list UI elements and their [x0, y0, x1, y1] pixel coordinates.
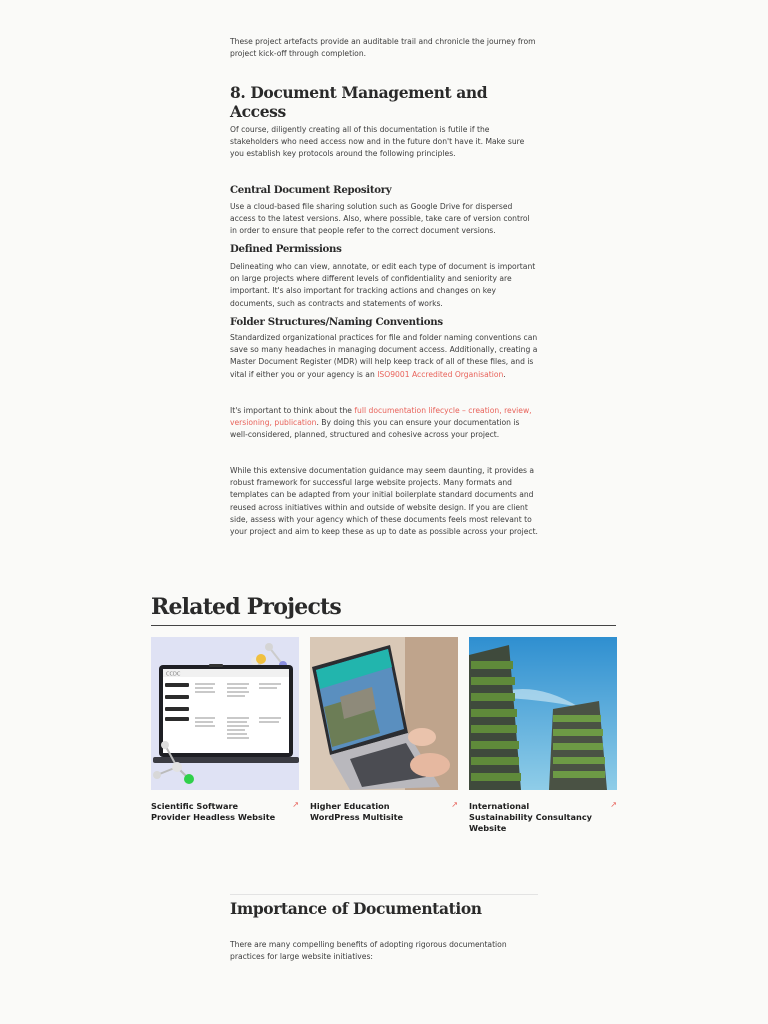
svg-text:CCDC: CCDC	[166, 671, 181, 678]
laptop-molecules-image[interactable]	[151, 637, 299, 790]
vertical-forest-image[interactable]	[469, 637, 617, 790]
project-title[interactable]: Higher Education WordPress Multisite	[310, 801, 404, 822]
folders-body: Standardized organizational practices for file and folder naming conventions can save so many headaches in managing document access. Additionally, creating a Master Document Register (MDR) will help keep track of all of these files, and is vital if either you or your agency is an ISO9001 Accredited Organisation.	[230, 333, 538, 379]
arrow-up-right-icon[interactable]: ↗	[451, 800, 458, 809]
arrow-up-right-icon[interactable]: ↗	[292, 800, 299, 809]
conclusion-paragraph: While this extensive documentation guidance may seem daunting, it provides a robust framework for successful large website projects. Many formats and templates can be adapted from your initial boilerplate standard documents and reused across initiatives within and outside of website design. If you are client side, assess with your agency which of these documents feels most relevant to your project and aim to keep these as up to date as possible across your project.	[230, 466, 538, 537]
folders-heading: Folder Structures/Naming Conventions	[230, 316, 443, 328]
permissions-body: Delineating who can view, annotate, or edit each type of document is important on large projects where different levels of confidentiality and seniority are important. It's also important for tracking actions and changes on key documents, such as contracts and statements of works.	[230, 262, 536, 308]
iso9001-link[interactable]: ISO9001 Accredited Organisation	[377, 369, 504, 379]
laptop-photo	[310, 637, 458, 790]
related-projects-heading: Related Projects	[151, 594, 342, 620]
permissions-heading: Defined Permissions	[230, 243, 342, 255]
lifecycle-link[interactable]: full documentation lifecycle – creation, review, versioning, publication	[230, 406, 532, 428]
repository-body: Use a cloud-based file sharing solution such as Google Drive for dispersed access to the latest versions. Also, where possible, take care of version control in order to ensure that people refer to the correct document versions.	[230, 202, 530, 236]
section-heading: 8. Document Management and Access	[230, 83, 488, 121]
project-card-higher-education[interactable]	[310, 637, 458, 823]
laptop-campus-image[interactable]	[310, 637, 458, 790]
importance-heading: Importance of Documentation	[230, 899, 482, 918]
project-title[interactable]: Scientific Software Provider Headless Website	[151, 801, 276, 822]
laptop-illustration	[151, 637, 299, 790]
section-divider	[230, 894, 538, 895]
section-intro: Of course, diligently creating all of this documentation is futile if the stakeholders who need access now and in the future don't have it. Make sure you establish key protocols around the following principles.	[230, 125, 525, 159]
related-divider	[151, 625, 616, 626]
project-card-sustainability[interactable]	[469, 637, 617, 834]
lifecycle-paragraph: It's important to think about the full documentation lifecycle – creation, review, versioning, publication. By doing this you can ensure your documentation is well-considered, planned, structured and cohesive across your project.	[230, 406, 532, 440]
importance-intro: There are many compelling benefits of adopting rigorous documentation practices for large website initiatives:	[230, 940, 507, 962]
towers-photo	[469, 637, 617, 790]
project-card-scientific[interactable]	[151, 637, 299, 823]
repository-heading: Central Document Repository	[230, 184, 392, 196]
project-title[interactable]: International Sustainability Consultancy Website	[469, 801, 593, 833]
intro-paragraph: These project artefacts provide an auditable trail and chronicle the journey from project kick-off through completion.	[230, 37, 536, 59]
arrow-up-right-icon[interactable]: ↗	[610, 800, 617, 809]
